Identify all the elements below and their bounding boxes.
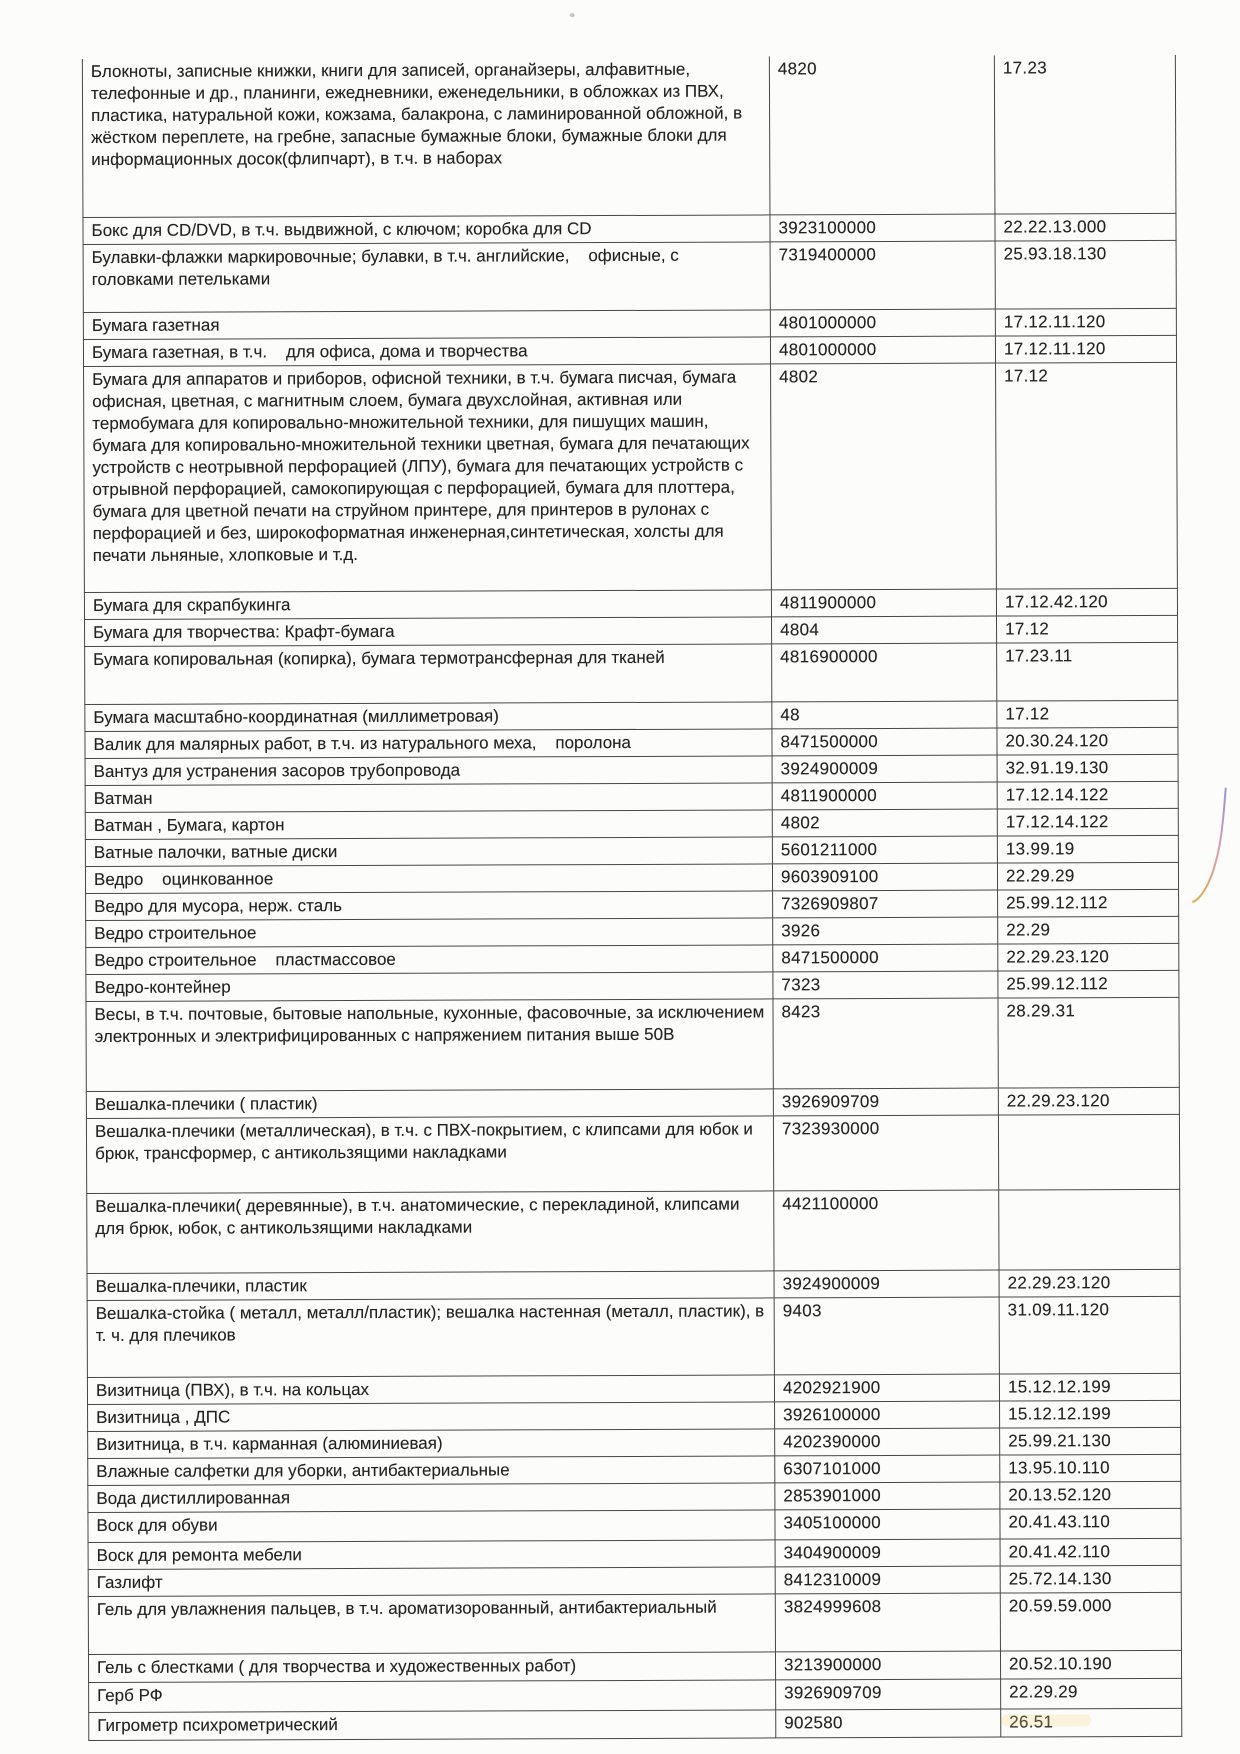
item-name-cell: Бумага для творчества: Крафт-бумага — [85, 616, 772, 646]
item-name-cell: Визитница, в т.ч. карманная (алюминиевая) — [88, 1428, 775, 1458]
tnved-code-cell: 3404900009 — [775, 1539, 1000, 1567]
tnved-code-cell: 4802 — [772, 809, 997, 837]
table-row — [85, 835, 1178, 866]
table-row — [85, 781, 1178, 812]
tnved-code-cell: 3824999608 — [775, 1593, 1000, 1652]
tnved-code-cell: 4421100000 — [774, 1190, 999, 1271]
item-name-cell: Блокноты, записные книжки, книги для записей, органайзеры, алфавитные, телефонные и др., планинги, ежедневники, еженедельники, в обложках из ПВХ, пластика, натуральной кожи, кожзама, балакрона, с ламинированной обложной, в жёстком переплете, на гребне, запасные бумажные блоки, бумажные блоки для информационных досок(флипчарт), в т.ч. в наборах — [82, 56, 770, 217]
okpd-code-cell: 15.12.12.199 — [999, 1373, 1180, 1401]
table-row — [87, 1296, 1180, 1377]
tnved-code-cell: 4801000000 — [770, 336, 995, 364]
tnved-code-cell: 3213900000 — [775, 1651, 1000, 1680]
okpd-code-cell: 22.29.29 — [1001, 1678, 1182, 1709]
table-row — [83, 240, 1176, 312]
tnved-code-cell: 3924900009 — [772, 755, 997, 783]
table-row — [83, 335, 1176, 366]
tnved-code-cell: 5601211000 — [772, 836, 997, 864]
okpd-code-cell — [998, 1114, 1179, 1190]
okpd-code-cell: 22.29 — [998, 916, 1179, 944]
table-row — [83, 213, 1176, 244]
item-name-cell: Булавки-флажки маркировочные; булавки, в т.ч. английские, офисные, с головками петельками — [83, 241, 770, 312]
table-row — [85, 862, 1178, 893]
item-name-cell: Вешалка-плечики( деревянные), в т.ч. анатомические, с перекладиной, клипсами для брюк, юбок, с антикользящими накладками — [87, 1190, 774, 1273]
okpd-code-cell: 20.41.42.110 — [1000, 1538, 1181, 1566]
item-name-cell: Ватные палочки, ватные диски — [85, 836, 772, 866]
table-row — [87, 1189, 1180, 1273]
okpd-code-cell: 17.12 — [996, 615, 1177, 643]
tnved-code-cell: 7326909807 — [773, 890, 998, 918]
okpd-code-cell: 20.41.43.110 — [1000, 1508, 1181, 1539]
okpd-code-cell: 17.23.11 — [997, 642, 1178, 701]
item-name-cell: Бумага газетная — [83, 309, 770, 339]
table-row — [85, 808, 1178, 839]
okpd-code-cell: 17.12 — [996, 362, 1178, 589]
table-row — [82, 55, 1176, 217]
tnved-code-cell: 6307101000 — [775, 1455, 1000, 1483]
item-name-cell: Воск для обуви — [88, 1509, 775, 1542]
okpd-code-cell: 13.95.10.110 — [1000, 1454, 1181, 1482]
table-row — [88, 1565, 1181, 1596]
okpd-code-cell: 22.29.23.120 — [999, 1269, 1180, 1297]
tnved-code-cell: 4202921900 — [774, 1374, 999, 1402]
tnved-code-cell: 3926909709 — [773, 1088, 998, 1116]
table-row — [88, 1508, 1181, 1542]
table-row — [88, 1538, 1181, 1569]
okpd-code-cell: 17.12.42.120 — [996, 588, 1177, 616]
table-row — [88, 1481, 1181, 1512]
item-name-cell: Бокс для CD/DVD, в т.ч. выдвижной, с ключом; коробка для CD — [83, 214, 770, 244]
okpd-code-cell: 20.13.52.120 — [1000, 1481, 1181, 1509]
okpd-code-cell: 20.52.10.190 — [1000, 1650, 1181, 1679]
item-name-cell: Вешалка-плечики (металлическая), в т.ч. с ПВХ-покрытием, с клипсами для юбок и брюк, трансформер, с антикользящими накладками — [86, 1115, 773, 1193]
tnved-code-cell: 9403 — [774, 1297, 999, 1375]
table-row — [86, 970, 1179, 1001]
okpd-code-cell: 32.91.19.130 — [997, 754, 1178, 782]
tnved-code-cell: 48 — [772, 701, 997, 729]
table-row — [86, 889, 1179, 920]
item-name-cell: Визитница , ДПС — [88, 1401, 775, 1431]
tnved-code-cell: 4820 — [769, 56, 995, 215]
item-name-cell: Бумага копировальная (копирка), бумага термотрансферная для тканей — [85, 643, 772, 704]
table-row — [88, 1454, 1181, 1485]
okpd-code-cell: 31.09.11.120 — [999, 1296, 1180, 1374]
table-row — [84, 362, 1178, 592]
item-name-cell: Вода дистиллированная — [88, 1482, 775, 1512]
item-name-cell: Герб РФ — [89, 1679, 776, 1712]
okpd-code-cell: 22.22.13.000 — [995, 213, 1176, 241]
okpd-code-cell: 13.99.19 — [997, 835, 1178, 863]
tnved-code-cell: 4801000000 — [770, 309, 995, 337]
tnved-code-cell: 4811900000 — [772, 782, 997, 810]
table-row — [89, 1678, 1182, 1712]
table-row — [88, 1650, 1181, 1682]
table-row — [88, 1592, 1181, 1654]
item-name-cell: Бумага масштабно-координатная (миллиметровая) — [85, 701, 772, 731]
item-name-cell: Ведро строительное — [86, 917, 773, 947]
tnved-code-cell: 8423 — [773, 998, 998, 1089]
table-row — [86, 1114, 1179, 1193]
tnved-code-cell: 3405100000 — [775, 1509, 1000, 1540]
okpd-code-cell: 17.12.14.122 — [997, 808, 1178, 836]
goods-codes-table — [82, 55, 1182, 1741]
item-name-cell: Бумага для аппаратов и приборов, офисной техники, в т.ч. бумага писчая, бумага офисная, цветная, с магнитным слоем, бумага двухслойная, активная или термобумага для копировально-множительной техники, для пишущих машин, бумага для копировально-множительной техники цветная, бумага для печатающих устройств с неотрывной перфорацией (ЛПУ), бумага для печатающих устройств с отрывной перфорацией, самокопирующая с перфорацией, бумага для плоттера, бумага для цветной печати на струйном принтере, для принтеров в рулонах с перфорацией и без, широкоформатная инженерная,синтетическая, холсты для печати льняные, хлопковые и т.д. — [84, 363, 772, 592]
item-name-cell: Весы, в т.ч. почтовые, бытовые напольные, кухонные, фасовочные, за исключением электронных и электрифицированных с напряжением питания выше 50В — [86, 998, 773, 1091]
table-row — [85, 700, 1178, 731]
tnved-code-cell: 3923100000 — [770, 214, 995, 242]
pen-scan-artifact-mark — [1190, 786, 1234, 910]
table-row — [86, 943, 1179, 974]
okpd-code-cell: 25.99.12.112 — [998, 889, 1179, 917]
okpd-code-cell: 22.29.29 — [997, 862, 1178, 890]
okpd-code-cell: 17.12.11.120 — [995, 308, 1176, 336]
item-name-cell: Вантуз для устранения засоров трубопровода — [85, 755, 772, 785]
tnved-code-cell: 8471500000 — [773, 944, 998, 972]
item-name-cell: Ватман — [85, 782, 772, 812]
item-name-cell: Вешалка-плечики ( пластик) — [86, 1088, 773, 1118]
table-row — [87, 1269, 1180, 1300]
okpd-code-cell: 15.12.12.199 — [1000, 1400, 1181, 1428]
item-name-cell: Ватман , Бумага, картон — [85, 809, 772, 839]
table-row — [85, 754, 1178, 785]
item-name-cell: Ведро для мусора, нерж. сталь — [86, 890, 773, 920]
tnved-code-cell: 3926100000 — [775, 1401, 1000, 1429]
okpd-code-cell: 22.29.23.120 — [998, 1087, 1179, 1115]
item-name-cell: Гель с блестками ( для творчества и художественных работ) — [88, 1651, 775, 1682]
tnved-code-cell: 9603909100 — [772, 863, 997, 891]
tnved-code-cell: 8471500000 — [772, 728, 997, 756]
item-name-cell: Газлифт — [88, 1566, 775, 1596]
item-name-cell: Гель для увлажнения пальцев, в т.ч. ароматизорованный, антибактериальный — [88, 1593, 775, 1654]
tnved-code-cell: 4811900000 — [771, 589, 996, 617]
okpd-code-cell: 25.99.21.130 — [1000, 1427, 1181, 1455]
table-row — [84, 588, 1177, 619]
table-row — [85, 615, 1178, 646]
tnved-code-cell: 7319400000 — [770, 241, 995, 310]
tnved-code-cell: 7323930000 — [773, 1115, 998, 1191]
tnved-code-cell: 3924900009 — [774, 1270, 999, 1298]
okpd-code-cell: 25.93.18.130 — [995, 240, 1176, 309]
okpd-code-cell: 17.12.11.120 — [995, 335, 1176, 363]
tnved-code-cell: 7323 — [773, 971, 998, 999]
okpd-code-cell: 25.72.14.130 — [1000, 1565, 1181, 1593]
okpd-code-cell: 20.59.59.000 — [1000, 1592, 1181, 1651]
item-name-cell: Гигрометр психрометрический — [89, 1709, 776, 1740]
table-row — [85, 727, 1178, 758]
item-name-cell: Влажные салфетки для уборки, антибактериальные — [88, 1455, 775, 1485]
table-row — [86, 916, 1179, 947]
item-name-cell: Валик для малярных работ, в т.ч. из натурального меха, поролона — [85, 728, 772, 758]
table-row — [86, 1087, 1179, 1118]
tnved-code-cell: 2853901000 — [775, 1482, 1000, 1510]
table-row — [85, 642, 1178, 704]
tnved-code-cell: 4804 — [772, 616, 997, 644]
okpd-code-cell: 22.29.23.120 — [998, 943, 1179, 971]
okpd-code-cell: 20.30.24.120 — [997, 727, 1178, 755]
okpd-code-cell: 17.23 — [994, 55, 1176, 214]
table-row — [87, 1373, 1180, 1404]
scan-speck — [570, 13, 575, 17]
item-name-cell: Вешалка-плечики, пластик — [87, 1270, 774, 1300]
tnved-code-cell: 902580 — [776, 1709, 1001, 1738]
item-name-cell: Визитница (ПВХ), в т.ч. на кольцах — [87, 1374, 774, 1404]
codes-table-body — [82, 55, 1181, 1740]
okpd-code-cell: 17.12 — [997, 700, 1178, 728]
okpd-code-cell: 28.29.31 — [998, 997, 1179, 1088]
item-name-cell: Бумага газетная, в т.ч. для офиса, дома и творчества — [83, 336, 770, 366]
tnved-code-cell: 3926 — [773, 917, 998, 945]
item-name-cell: Бумага для скрапбукинга — [84, 589, 771, 619]
item-name-cell: Ведро строительное пластмассовое — [86, 944, 773, 974]
tnved-code-cell: 8412310009 — [775, 1566, 1000, 1594]
okpd-code-cell: 25.99.12.112 — [998, 970, 1179, 998]
table-row — [83, 308, 1176, 339]
okpd-code-cell: 17.12.14.122 — [997, 781, 1178, 809]
item-name-cell: Вешалка-стойка ( металл, металл/пластик); вешалка настенная (металл, пластик), в т. ч. для плечиков — [87, 1297, 774, 1377]
highlight-smudge — [1001, 1714, 1091, 1726]
okpd-code-cell — [999, 1189, 1180, 1270]
tnved-code-cell: 4202390000 — [775, 1428, 1000, 1456]
tnved-code-cell: 3926909709 — [776, 1679, 1001, 1710]
item-name-cell: Ведро оцинкованное — [85, 863, 772, 893]
tnved-code-cell: 4816900000 — [772, 643, 997, 702]
table-row — [88, 1400, 1181, 1431]
table-row — [86, 997, 1179, 1091]
item-name-cell: Ведро-контейнер — [86, 971, 773, 1001]
table-row — [88, 1427, 1181, 1458]
okpd-code-cell: 26.51 — [1001, 1708, 1182, 1737]
item-name-cell: Воск для ремонта мебели — [88, 1539, 775, 1569]
tnved-code-cell: 4802 — [771, 363, 997, 590]
